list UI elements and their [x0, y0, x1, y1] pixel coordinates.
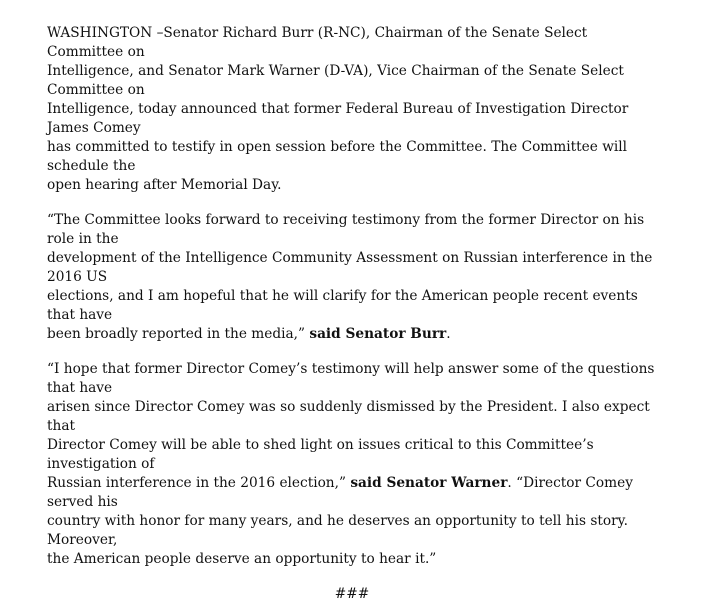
burr-quote-paragraph: [47, 211, 667, 344]
press-release-document: [47, 24, 667, 604]
intro-paragraph-text: WASHINGTON –Senator Richard Burr (R-NC), Chairman of the Senate Select Committee on Intelligence, and Senator Mark Warner (D-VA), Vice Chairman of the Senate Select Committee on Intelligence, today announced that former Federal Bureau of Investigation Director James Comey has committed to testify in open session before the Committee. The Committee will schedule the open hearing after Memorial Day.: [47, 25, 629, 193]
warner-quote-paragraph: [47, 360, 667, 569]
burr-attribution: said Senator Burr: [309, 326, 447, 342]
warner-quote-rest: . “Director Comey served his country with honor for many years, and he deserves an opportunity to tell his story. Moreover, the American people deserve an opportunity to hear it.”: [47, 475, 633, 567]
burr-quote-text: “The Committee looks forward to receiving testimony from the former Director on his role in the development of the Intelligence Community Assessment on Russian interference in the 2016 US elections, and I am hopeful that he will clarify for the American people recent events that have been broadly reported in the media,”: [47, 212, 653, 342]
warner-attribution: said Senator Warner: [350, 475, 508, 491]
warner-quote-text: “I hope that former Director Comey’s testimony will help answer some of the questions that have arisen since Director Comey was so suddenly dismissed by the President. I also expect that Director Comey will be able to shed light on issues critical to this Committee’s investigation of Russian interference in the 2016 election,”: [47, 361, 655, 491]
intro-paragraph: [47, 24, 667, 195]
burr-quote-end: .: [446, 326, 451, 342]
end-mark: ###: [334, 586, 370, 602]
